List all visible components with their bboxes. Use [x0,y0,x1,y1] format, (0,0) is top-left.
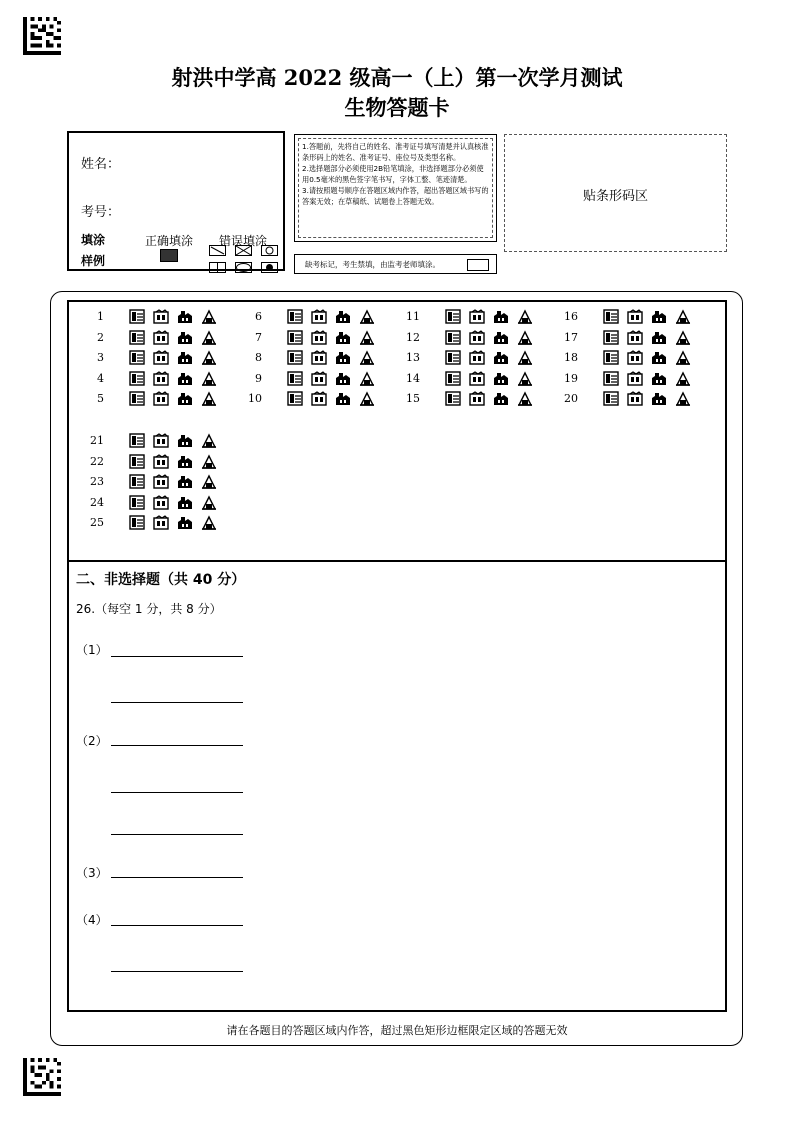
answer-bubble-d[interactable] [359,371,375,386]
sub-question-4: （4） [76,913,108,927]
answer-bubble-a[interactable] [445,330,461,345]
answer-bubble-a[interactable] [603,371,619,386]
answer-bubble-a[interactable] [129,330,145,345]
answer-bubble-b[interactable] [153,515,169,530]
answer-bubble-b[interactable] [311,309,327,324]
answer-bubble-c[interactable] [493,330,509,345]
answer-bubble-c[interactable] [177,454,193,469]
answer-bubble-d[interactable] [201,350,217,365]
answer-bubble-b[interactable] [311,391,327,406]
answer-bubble-d[interactable] [201,515,217,530]
answer-line-4a[interactable] [111,925,243,926]
question-number: 10 [248,392,262,405]
answer-bubble-b[interactable] [153,371,169,386]
sub-question-3: （3） [76,866,108,880]
question-number: 6 [255,310,262,323]
answer-bubble-b[interactable] [469,309,485,324]
qr-code-bottom [23,1058,61,1096]
answer-bubble-a[interactable] [129,495,145,510]
answer-bubble-d[interactable] [359,309,375,324]
question-number: 25 [90,516,104,529]
answer-bubble-b[interactable] [627,350,643,365]
correct-fill-label: 正确填涂 [145,234,194,248]
fill-sample-label-1: 填涂 [81,233,106,247]
answer-bubble-c[interactable] [493,391,509,406]
exam-number-label: 考号： [81,205,121,220]
answer-bubble-d[interactable] [201,454,217,469]
instruction-2: 2.选择题部分必须使用2B铅笔填涂，非选择题部分必须使用0.5毫米的黑色签字笔书写，字体工整、笔迹清楚。 [302,164,484,184]
question-number: 23 [90,475,104,488]
section-2-title: 二、非选择题（共 40 分） [76,572,246,588]
answer-bubble-d[interactable] [675,371,691,386]
answer-bubble-a[interactable] [287,391,303,406]
answer-bubble-d[interactable] [201,330,217,345]
answer-bubble-d[interactable] [359,391,375,406]
question-number: 9 [255,371,262,385]
answer-bubble-b[interactable] [627,330,643,345]
question-number: 22 [90,454,104,468]
answer-bubble-d[interactable] [359,350,375,365]
question-number: 8 [255,351,262,364]
answer-bubble-a[interactable] [129,350,145,365]
answer-bubble-c[interactable] [177,391,193,406]
answer-bubble-b[interactable] [469,330,485,345]
answer-bubble-a[interactable] [287,330,303,345]
answer-bubble-d[interactable] [517,309,533,324]
answer-bubble-a[interactable] [129,454,145,469]
answer-bubble-c[interactable] [335,330,351,345]
question-number: 5 [97,392,104,405]
answer-bubble-b[interactable] [153,391,169,406]
question-number: 4 [97,371,104,385]
question-number: 20 [564,392,578,405]
absent-mark-checkbox[interactable] [467,259,489,271]
answer-bubble-b[interactable] [627,391,643,406]
answer-bubble-d[interactable] [201,495,217,510]
answer-bubble-d[interactable] [201,309,217,324]
question-number: 15 [406,392,420,405]
question-number: 1 [97,310,104,323]
answer-bubble-a[interactable] [445,309,461,324]
question-number: 3 [97,351,104,364]
fill-sample-label-2: 样例 [81,254,106,268]
answer-bubble-c[interactable] [177,474,193,489]
answer-bubble-c[interactable] [177,309,193,324]
answer-bubble-c[interactable] [177,495,193,510]
question-number: 14 [406,371,420,385]
answer-line-1a[interactable] [111,656,243,657]
answer-bubble-c[interactable] [177,515,193,530]
answer-bubble-b[interactable] [469,391,485,406]
answer-bubble-c[interactable] [335,371,351,386]
answer-bubble-c[interactable] [651,371,667,386]
student-info-box [67,131,285,271]
instructions-box [294,134,497,242]
answer-bubble-b[interactable] [153,309,169,324]
answer-bubble-c[interactable] [493,309,509,324]
question-number: 18 [564,351,578,364]
answer-bubble-b[interactable] [627,309,643,324]
instruction-3: 3.请按照题号顺序在答题区域内作答，超出答题区域书写的答案无效；在草稿纸、试题卷上答题无效。 [302,186,489,206]
answer-bubble-c[interactable] [177,371,193,386]
answer-bubble-c[interactable] [335,350,351,365]
question-number: 17 [564,330,578,344]
sub-question-1: （1） [76,643,108,657]
answer-line-4b[interactable] [111,971,243,972]
answer-bubble-a[interactable] [129,433,145,448]
answer-bubble-c[interactable] [335,391,351,406]
sub-question-2: （2） [76,734,108,748]
question-number: 2 [97,330,104,344]
answer-bubble-b[interactable] [311,350,327,365]
answer-bubble-c[interactable] [651,350,667,365]
answer-bubble-c[interactable] [651,309,667,324]
answer-bubble-c[interactable] [493,371,509,386]
answer-bubble-a[interactable] [287,371,303,386]
answer-bubble-c[interactable] [493,350,509,365]
section-divider [67,560,727,562]
answer-bubble-a[interactable] [129,474,145,489]
wrong-fill-samples [209,245,281,279]
answer-bubble-b[interactable] [627,371,643,386]
answer-bubble-a[interactable] [603,391,619,406]
qr-code-top [23,17,61,55]
answer-bubble-a[interactable] [445,350,461,365]
answer-bubble-b[interactable] [311,330,327,345]
answer-bubble-b[interactable] [469,371,485,386]
answer-bubble-d[interactable] [517,350,533,365]
absent-mark-box [294,254,497,274]
question-number: 19 [564,371,578,385]
answer-line-2b[interactable] [111,792,243,793]
answer-bubble-b[interactable] [153,454,169,469]
name-label: 姓名： [81,157,121,172]
answer-line-1b[interactable] [111,702,243,703]
answer-bubble-a[interactable] [129,391,145,406]
answer-bubble-c[interactable] [651,330,667,345]
answer-bubble-d[interactable] [675,391,691,406]
answer-line-3a[interactable] [111,877,243,878]
instruction-1: 1.答题前，先将自己的姓名、准考证号填写清楚并认真核准条形码上的姓名、准考证号、座位号及类型名称。 [302,142,489,162]
answer-bubble-a[interactable] [129,515,145,530]
answer-bubble-c[interactable] [177,350,193,365]
page-title: 射洪中学高 2022 级高一（上）第一次学月测试 [171,65,623,90]
answer-bubble-d[interactable] [359,330,375,345]
answer-line-2c[interactable] [111,834,243,835]
answer-bubble-a[interactable] [445,391,461,406]
answer-bubble-c[interactable] [651,391,667,406]
absent-mark-label: 缺考标记，考生禁填，由监考老师填涂。 [305,260,440,269]
answer-bubble-d[interactable] [517,330,533,345]
page-subtitle: 生物答题卡 [344,95,450,120]
question-number: 21 [90,434,104,447]
answer-bubble-d[interactable] [201,433,217,448]
question-number: 7 [255,330,262,344]
question-number: 12 [406,330,420,344]
question-number: 13 [406,351,420,364]
answer-bubble-b[interactable] [311,371,327,386]
answer-bubble-a[interactable] [603,350,619,365]
answer-bubble-d[interactable] [675,330,691,345]
answer-bubble-a[interactable] [603,330,619,345]
answer-bubble-a[interactable] [129,371,145,386]
answer-bubble-c[interactable] [177,433,193,448]
answer-bubble-d[interactable] [675,350,691,365]
wrong-fill-label: 错误填涂 [219,234,268,248]
answer-bubble-a[interactable] [603,309,619,324]
answer-bubble-d[interactable] [675,309,691,324]
question-26-header: 26.（每空 1 分，共 8 分） [76,602,222,616]
answer-bubble-a[interactable] [287,350,303,365]
answer-bubble-b[interactable] [469,350,485,365]
question-number: 11 [406,310,420,323]
answer-bubble-d[interactable] [201,474,217,489]
answer-bubble-a[interactable] [445,371,461,386]
answer-bubble-a[interactable] [129,309,145,324]
answer-bubble-b[interactable] [153,433,169,448]
answer-bubble-d[interactable] [201,391,217,406]
footer-note: 请在各题目的答题区域内作答，超过黑色矩形边框限定区域的答题无效 [226,1024,568,1037]
barcode-label: 贴条形码区 [582,189,648,204]
correct-fill-sample [160,249,178,262]
answer-line-2a[interactable] [111,745,243,746]
answer-bubble-b[interactable] [153,495,169,510]
question-number: 16 [564,310,578,323]
answer-bubble-c[interactable] [177,330,193,345]
answer-bubble-b[interactable] [153,474,169,489]
answer-bubble-d[interactable] [517,391,533,406]
answer-bubble-d[interactable] [201,371,217,386]
answer-bubble-c[interactable] [335,309,351,324]
question-number: 24 [90,495,104,509]
answer-bubble-b[interactable] [153,350,169,365]
barcode-area [504,134,727,252]
answer-bubble-b[interactable] [153,330,169,345]
answer-bubble-d[interactable] [517,371,533,386]
answer-bubble-a[interactable] [287,309,303,324]
